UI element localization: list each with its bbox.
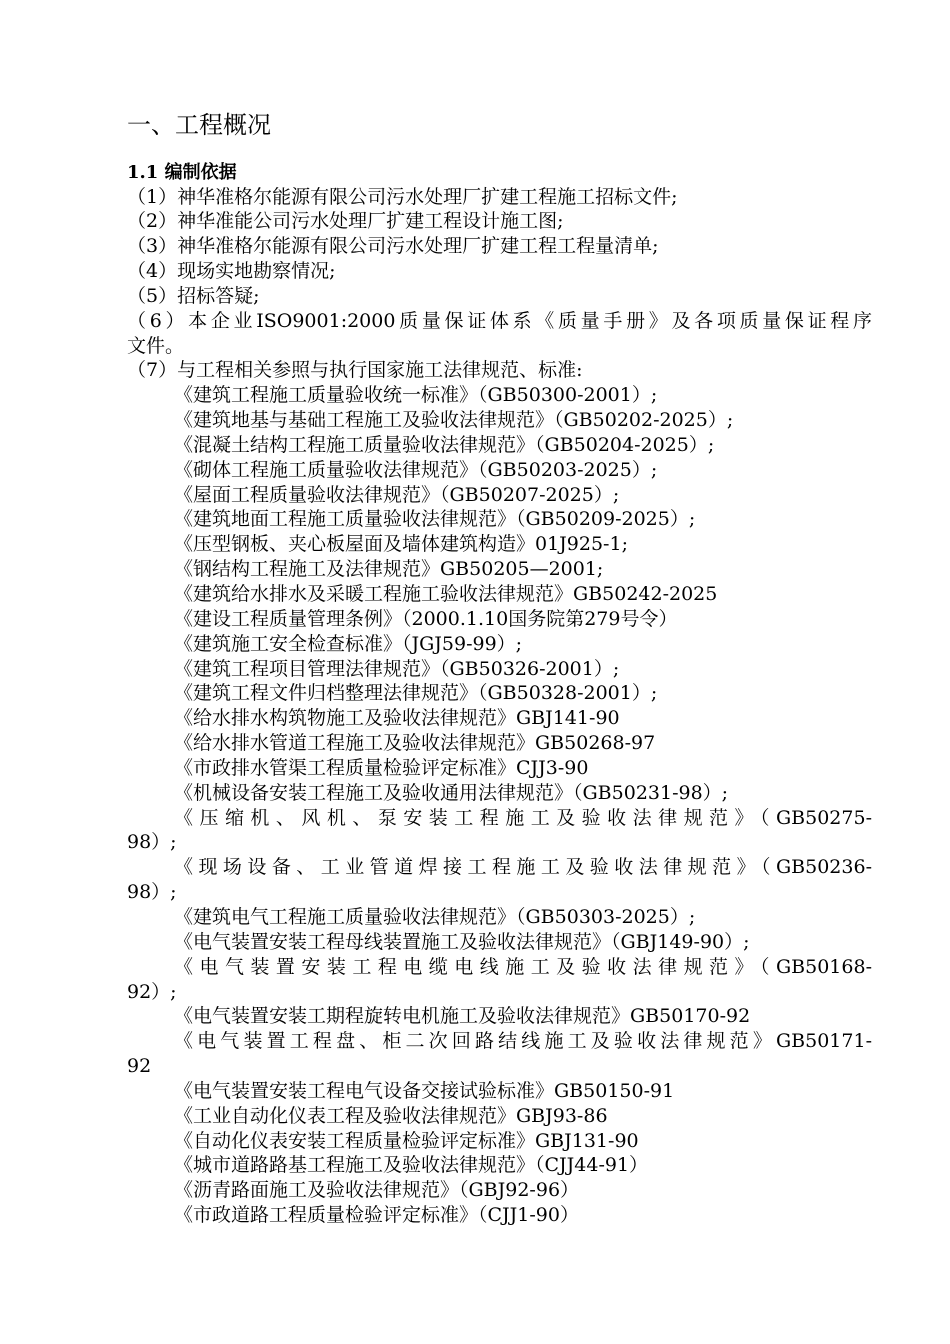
basis-item: （4）现场实地勘察情况; xyxy=(127,260,336,283)
standard-item: 《电气装置安装工期程旋转电机施工及验收法律规范》GB50170-92 xyxy=(174,1005,751,1028)
standard-item: 《建筑给水排水及采暖工程施工验收法律规范》GB50242-2025 xyxy=(174,583,718,605)
standard-item: 《屋面工程质量验收法律规范》（GB50207-2025）; xyxy=(174,483,620,506)
basis-item-continuation: 文件。 xyxy=(127,334,185,357)
standard-item: 《市政排水管渠工程质量检验评定标准》CJJ3-90 xyxy=(174,756,589,779)
standard-item: 《建筑电气工程施工质量验收法律规范》（GB50303-2025）; xyxy=(174,905,696,928)
standard-item: 《工业自动化仪表工程及验收法律规范》GBJ93-86 xyxy=(174,1104,608,1127)
document-body xyxy=(127,185,872,1228)
standard-item: 《给水排水构筑物施工及验收法律规范》GBJ141-90 xyxy=(174,707,620,730)
standard-item: 《城市道路路基工程施工及验收法律规范》（CJJ44-91） xyxy=(174,1154,649,1177)
standard-item: 《电气装置安装工程电气设备交接试验标准》GB50150-91 xyxy=(174,1079,675,1102)
standard-item: 《沥青路面施工及验收法律规范》（GBJ92-96） xyxy=(174,1179,580,1202)
standard-item: 《压型钢板、夹心板屋面及墙体建筑构造》01J925-1; xyxy=(174,533,628,556)
standard-item: 《电气装置安装工程母线装置施工及验收法律规范》（GBJ149-90）; xyxy=(174,930,750,953)
standard-item: 《建筑地面工程施工质量验收法律规范》（GB50209-2025）; xyxy=(174,508,696,531)
standard-item: 《混凝土结构工程施工质量验收法律规范》（GB50204-2025）; xyxy=(174,433,715,456)
standard-item-continuation: 98）; xyxy=(127,831,177,854)
standard-item: 《给水排水管道工程施工及验收法律规范》GB50268-97 xyxy=(174,732,656,755)
standard-item: 《建筑工程项目管理法律规范》（GB50326-2001）; xyxy=(174,657,620,680)
standard-item: 《现场设备、工业管道焊接工程施工及验收法律规范》（GB50236- xyxy=(174,856,872,879)
section-title: 1.1 编制依据 xyxy=(127,162,237,183)
standard-item: 《钢结构工程施工及法律规范》GB50205—2001; xyxy=(174,558,604,581)
basis-item: （2）神华准能公司污水处理厂扩建工程设计施工图; xyxy=(127,210,564,233)
standard-item: 《自动化仪表安装工程质量检验评定标准》GBJ131-90 xyxy=(174,1129,639,1152)
standard-item-continuation: 92）; xyxy=(127,980,177,1003)
standard-item: 《建设工程质量管理条例》（2000.1.10国务院第279号令） xyxy=(174,607,678,630)
basis-item: （1）神华准格尔能源有限公司污水处理厂扩建工程施工招标文件; xyxy=(127,185,678,208)
standard-item: 《电气装置工程盘、柜二次回路结线施工及验收法律规范》GB50171- xyxy=(174,1030,872,1053)
chapter-heading: 一、工程概况 xyxy=(127,111,271,139)
standard-item: 《建筑工程施工质量验收统一标准》（GB50300-2001）; xyxy=(174,384,658,407)
standard-item: 《市政道路工程质量检验评定标准》（CJJ1-90） xyxy=(174,1204,579,1227)
standard-item: 《建筑地基与基础工程施工及验收法律规范》（GB50202-2025）; xyxy=(174,409,734,432)
standard-item: 《压缩机、风机、泵安装工程施工及验收法律规范》（GB50275- xyxy=(174,806,872,829)
basis-item: （3）神华准格尔能源有限公司污水处理厂扩建工程工程量清单; xyxy=(127,235,659,258)
standard-item: 《砌体工程施工质量验收法律规范》（GB50203-2025）; xyxy=(174,458,658,481)
standard-item: 《建筑工程文件归档整理法律规范》（GB50328-2001）; xyxy=(174,682,658,705)
standard-item: 《机械设备安装工程施工及验收通用法律规范》（GB50231-98）; xyxy=(174,781,729,804)
standard-item: 《电气装置安装工程电缆电线施工及验收法律规范》（GB50168- xyxy=(174,955,872,978)
basis-item: （6）本企业ISO9001:2000质量保证体系《质量手册》及各项质量保证程序 xyxy=(127,309,872,332)
standard-item: 《建筑施工安全检查标准》（JGJ59-99）; xyxy=(174,632,523,655)
basis-item: （7）与工程相关参照与执行国家施工法律规范、标准: xyxy=(127,359,583,382)
basis-item: （5）招标答疑; xyxy=(127,284,260,307)
standard-item-continuation: 92 xyxy=(127,1055,152,1078)
standard-item-continuation: 98）; xyxy=(127,881,177,904)
